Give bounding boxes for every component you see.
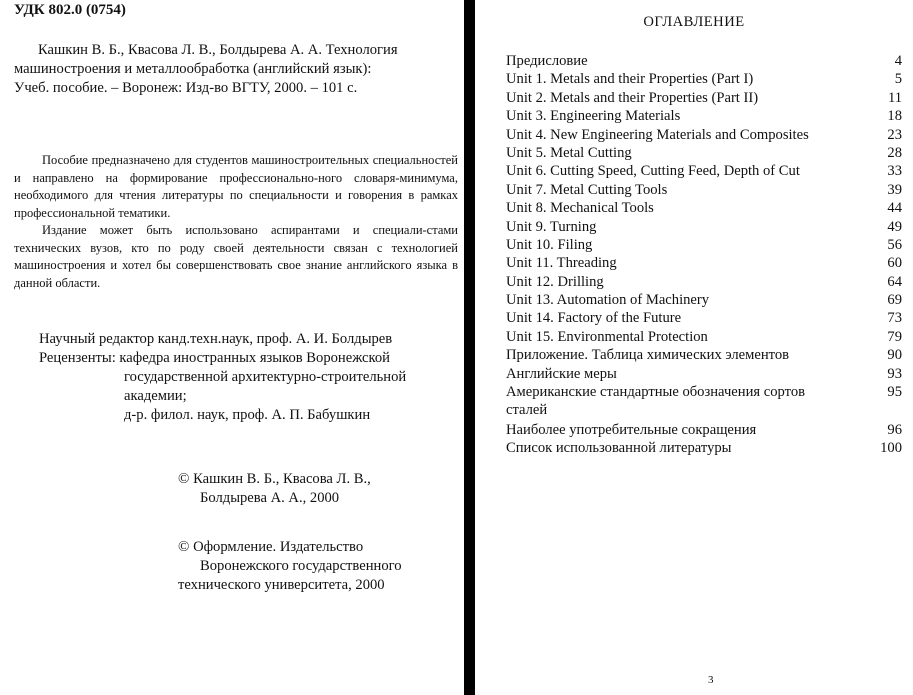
biblio-line-1: Кашкин В. Б., Квасова Л. В., Болдырева А. А. Технология [38,42,398,58]
toc-entry-page: 100 [880,440,902,457]
copyright-design-line-3: технического университета, 2000 [178,577,385,593]
toc-entry-page: 33 [887,163,902,180]
toc-entry-title: Unit 14. Factory of the Future [506,310,682,327]
reviewers-line-3: академии; [124,388,187,404]
toc-entry [506,439,902,457]
toc-entry [506,199,902,217]
book-spine [464,0,475,695]
copyright-authors [178,470,371,508]
toc-entry-title: Unit 11. Threading [506,255,617,272]
reviewers-line-4: д-р. филол. наук, проф. А. П. Бабушкин [124,407,371,423]
toc-entry-title: Приложение. Таблица химических элементов [506,347,790,364]
toc-entry-page: 5 [894,71,902,88]
toc-entry [506,273,902,291]
toc-entry-title: Список использованной литературы [506,440,732,457]
table-of-contents [506,52,902,458]
toc-entry-page: 93 [887,365,902,382]
toc-entry-page: 96 [887,422,902,439]
udk-code: УДК 802.0 (0754) [14,2,126,18]
toc-entry-title: Unit 13. Automation of Machinery [506,292,710,309]
toc-entry-page: 39 [887,181,902,198]
reviewers-line-2: государственной архитектурно-строительной [124,369,407,385]
toc-entry-page: 90 [887,347,902,364]
toc-entry [506,144,902,162]
toc-entry-page: 44 [887,200,902,217]
toc-entry-title: Unit 4. New Engineering Materials and Composites [506,126,809,143]
page-number: 3 [708,674,714,686]
toc-entry [506,52,902,70]
abstract-paragraph-1: Пособие предназначено для студентов машиностроительных специальностей и направлено на формирование профессионально-ного словаря-минимума, необходимого для чтения литературы по специальности и говорения в рамках профессиональной тематики. [14,153,458,220]
toc-entry [506,328,902,346]
toc-entry-page: 4 [894,53,902,69]
copyright-authors-line-2: Болдырева А. А., 2000 [200,490,340,506]
copyright-authors-line-1: Кашкин В. Б., Квасова Л. В., [193,471,371,487]
toc-entry [506,383,902,421]
scientific-editor: Научный редактор канд.техн.наук, проф. А. И. Болдырев [39,331,393,347]
toc-entry-page: 69 [887,292,902,309]
abstract-paragraph-2: Издание может быть использовано аспирантами и специали-стами технических вузов, кто по роду своей деятельности связан с технологией машиностроения и хотел бы совершенствовать свое знание английского языка в данной области. [14,223,458,290]
toc-entry-title: Unit 8. Mechanical Tools [506,200,654,217]
toc-entry [506,126,902,144]
toc-entry-title: Английские меры [506,365,617,382]
toc-entry-title: Unit 2. Metals and their Properties (Part II) [506,89,759,106]
toc-entry [506,89,902,107]
copyright-icon: © [178,539,190,555]
toc-entry-page: 11 [887,89,902,106]
copyright-icon: © [178,471,190,487]
toc-entry-title: Unit 5. Metal Cutting [506,144,632,161]
toc-entry-title: Unit 15. Environmental Protection [506,328,708,345]
toc-entry-title: Unit 12. Drilling [506,273,604,290]
toc-entry [506,181,902,199]
toc-entry [506,70,902,88]
toc-entry [506,218,902,236]
biblio-line-2: машиностроения и металлообработка (английский язык): [14,61,372,77]
toc-entry-page: 49 [887,218,902,235]
toc-entry-title: Unit 3. Engineering Materials [506,108,681,125]
toc-entry-page: 95 [887,384,902,401]
toc-entry-page: 79 [887,328,902,345]
toc-entry [506,162,902,180]
toc-entry-page: 23 [887,126,902,143]
toc-entry-page: 60 [887,255,902,272]
abstract [14,152,458,292]
reviewers-label: Рецензенты: кафедра иностранных языков Воронежской [39,350,390,366]
toc-entry [506,421,902,439]
toc-title: ОГЛАВЛЕНИЕ [643,14,745,30]
toc-entry-title: Unit 1. Metals and their Properties (Part I) [506,71,754,88]
credits [39,330,459,425]
toc-entry [506,365,902,383]
toc-entry-title: Unit 10. Filing [506,236,593,253]
right-page [475,0,913,695]
toc-entry-title: Американские стандартные обозначения сортов сталей [506,384,806,419]
toc-entry [506,107,902,125]
toc-entry-page: 28 [887,144,902,161]
toc-entry-title: Unit 7. Metal Cutting Tools [506,181,668,198]
toc-entry [506,254,902,272]
toc-entry-page: 56 [887,236,902,253]
copyright-design [178,538,402,595]
bibliographic-record [14,41,458,98]
toc-entry-page: 18 [887,108,902,125]
copyright-design-line-2: Воронежского государственного [200,558,402,574]
toc-entry-title: Наиболее употребительные сокращения [506,422,757,439]
toc-entry [506,236,902,254]
toc-entry-page: 64 [887,273,902,290]
toc-entry-page: 73 [887,310,902,327]
copyright-design-line-1: Оформление. Издательство [193,539,364,555]
toc-entry [506,346,902,364]
biblio-line-3: Учеб. пособие. – Воронеж: Изд-во ВГТУ, 2000. – 101 с. [14,80,358,96]
toc-entry-title: Предисловие [506,53,588,69]
toc-entry-title: Unit 9. Turning [506,218,597,235]
toc-entry-title: Unit 6. Cutting Speed, Cutting Feed, Depth of Cut [506,163,800,180]
toc-entry [506,309,902,327]
toc-entry [506,291,902,309]
